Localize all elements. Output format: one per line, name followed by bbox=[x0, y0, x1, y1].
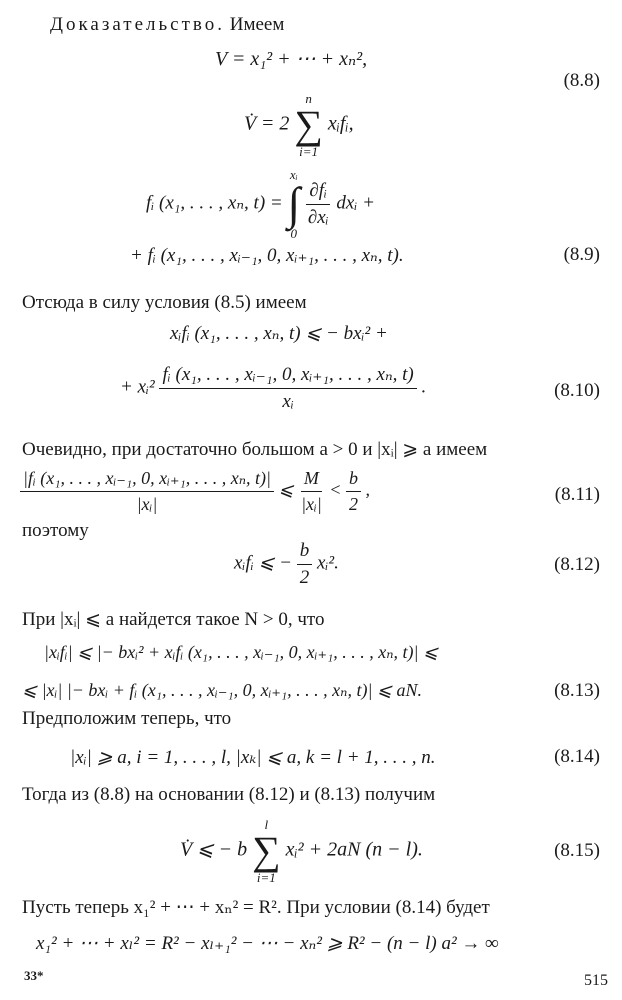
eq-8-11-frac2-den: |xᵢ| bbox=[301, 493, 322, 514]
paragraph-ochevidno: Очевидно, при достаточно большом a > 0 и |xᵢ| ⩾ a имеем bbox=[22, 439, 488, 460]
eq-8-8-line2-left: V̇ = 2 bbox=[244, 112, 290, 135]
eq-8-11-mid2: < bbox=[329, 479, 342, 500]
paragraph-togda: Тогда из (8.8) на основании (8.12) и (8.13) получим bbox=[22, 784, 436, 805]
eq-8-15 bbox=[180, 818, 423, 884]
eq-8-9-line2: + fᵢ (x₁, . . . , xᵢ₋₁, 0, xᵢ₊₁, . . . , xₙ, t). bbox=[130, 245, 404, 266]
eq-8-13-label: (8.13) bbox=[554, 680, 600, 701]
eq-8-9-label: (8.9) bbox=[563, 244, 600, 265]
eq-8-10-line2 bbox=[120, 364, 426, 413]
eq-8-12-frac-den: 2 bbox=[299, 566, 310, 588]
integral-symbol: ∫ bbox=[287, 178, 301, 229]
eq-8-10-line1: xᵢfᵢ (x₁, . . . , xₙ, t) ⩽ − bxᵢ² + bbox=[170, 323, 388, 344]
sum-lower-limit: i=1 bbox=[299, 144, 319, 159]
sum-2-upper-limit: l bbox=[264, 817, 269, 832]
eq-8-9-line1 bbox=[146, 168, 375, 240]
eq-8-8-label: (8.8) bbox=[563, 70, 600, 91]
eq-8-9-fraction bbox=[305, 180, 332, 229]
eq-8-11-suffix: , bbox=[365, 479, 370, 500]
eq-8-11-fraction-2 bbox=[298, 468, 325, 514]
eq-8-11-frac1-den: |xᵢ| bbox=[136, 493, 158, 514]
eq-8-10-frac-num: fᵢ (x₁, . . . , xᵢ₋₁, 0, xᵢ₊₁, . . . , xₙ, t) bbox=[159, 364, 416, 389]
integral-lower-limit: 0 bbox=[290, 226, 298, 241]
eq-8-10-fraction bbox=[159, 364, 416, 413]
paragraph-otsyuda: Отсюда в силу условия (8.5) имеем bbox=[22, 292, 307, 313]
eq-8-10-label: (8.10) bbox=[554, 380, 600, 401]
eq-8-10-frac-den: xᵢ bbox=[282, 390, 294, 412]
eq-8-12 bbox=[234, 540, 339, 589]
page-number: 515 bbox=[584, 972, 608, 989]
eq-8-12-left: xᵢfᵢ ⩽ − bbox=[234, 552, 292, 574]
integral-upper-limit: xᵢ bbox=[289, 167, 298, 182]
eq-8-11 bbox=[20, 468, 370, 514]
eq-8-9-frac-num: ∂fᵢ bbox=[306, 180, 330, 205]
eq-8-9-lhs: fᵢ (x₁, . . . , xₙ, t) = bbox=[146, 192, 283, 214]
eq-8-12-fraction bbox=[297, 540, 313, 589]
proof-heading-rest: Имеем bbox=[229, 14, 285, 35]
eq-8-11-mid: ⩽ bbox=[278, 479, 294, 500]
eq-8-15-label: (8.15) bbox=[554, 840, 600, 861]
paragraph-predpolozhim: Предположим теперь, что bbox=[22, 708, 232, 729]
eq-8-15-right: xᵢ² + 2aN (n − l). bbox=[285, 838, 423, 861]
eq-8-12-frac-num: b bbox=[297, 540, 313, 565]
eq-8-14: |xᵢ| ⩾ a, i = 1, . . . , l, |xₖ| ⩽ a, k = l + 1, . . . , n. bbox=[70, 747, 436, 768]
sum-2-lower-limit: i=1 bbox=[256, 870, 276, 885]
sum-upper-limit: n bbox=[305, 91, 312, 106]
eq-8-8-line1: V = x₁² + ⋯ + xₙ², bbox=[215, 48, 368, 70]
eq-8-10-prefix: + xᵢ² bbox=[120, 376, 155, 398]
eq-8-9-frac-den: ∂xᵢ bbox=[307, 206, 329, 228]
integral-operator bbox=[287, 168, 300, 240]
proof-heading bbox=[50, 14, 284, 36]
eq-8-14-label: (8.14) bbox=[554, 746, 600, 767]
eq-8-11-fraction-1 bbox=[20, 468, 274, 514]
eq-8-12-label: (8.12) bbox=[554, 554, 600, 575]
sum-operator bbox=[294, 92, 323, 158]
eq-8-13-line2: ⩽ |xᵢ| |− bxᵢ + fᵢ (x₁, . . . , xᵢ₋₁, 0, xᵢ₊₁, . . . , xₙ, t)| ⩽ aN. bbox=[22, 680, 422, 700]
eq-last: x₁² + ⋯ + xₗ² = R² − xₗ₊₁² − ⋯ − xₙ² ⩾ R² − (n − l) a² → ∞ bbox=[36, 933, 499, 954]
eq-8-15-left: V̇ ⩽ − b bbox=[180, 838, 248, 861]
eq-8-11-frac3-num: b bbox=[346, 468, 361, 492]
proof-heading-word: Доказательство. bbox=[50, 14, 225, 35]
signature-mark: 33* bbox=[24, 968, 44, 983]
sum-2-symbol: ∑ bbox=[252, 828, 281, 873]
eq-8-11-label: (8.11) bbox=[554, 484, 600, 505]
eq-8-12-right: xᵢ². bbox=[316, 552, 339, 574]
eq-8-8-line2-right: xᵢfᵢ, bbox=[327, 112, 354, 135]
eq-8-11-frac2-num: M bbox=[301, 468, 322, 492]
eq-8-10-suffix: . bbox=[421, 376, 427, 398]
eq-8-8-line2 bbox=[244, 92, 354, 158]
paragraph-pri: При |xᵢ| ⩽ a найдется такое N > 0, что bbox=[22, 609, 325, 630]
paragraph-poetomu: поэтому bbox=[22, 520, 89, 541]
sum-operator-2 bbox=[252, 818, 281, 884]
eq-8-11-frac1-num: |fᵢ (x₁, . . . , xᵢ₋₁, 0, xᵢ₊₁, . . . , xₙ, t)| bbox=[20, 468, 274, 492]
eq-8-13-line1: |xᵢfᵢ| ⩽ |− bxᵢ² + xᵢfᵢ (x₁, . . . , xᵢ₋₁, 0, xᵢ₊₁, . . . , xₙ, t)| ⩽ bbox=[44, 642, 439, 662]
sum-symbol: ∑ bbox=[294, 102, 323, 147]
eq-8-11-frac3-den: 2 bbox=[348, 493, 358, 514]
paragraph-pust: Пусть теперь x₁² + ⋯ + xₙ² = R². При условии (8.14) будет bbox=[22, 897, 490, 918]
eq-8-9-after: dxᵢ + bbox=[336, 192, 375, 214]
eq-8-11-fraction-3 bbox=[346, 468, 361, 514]
